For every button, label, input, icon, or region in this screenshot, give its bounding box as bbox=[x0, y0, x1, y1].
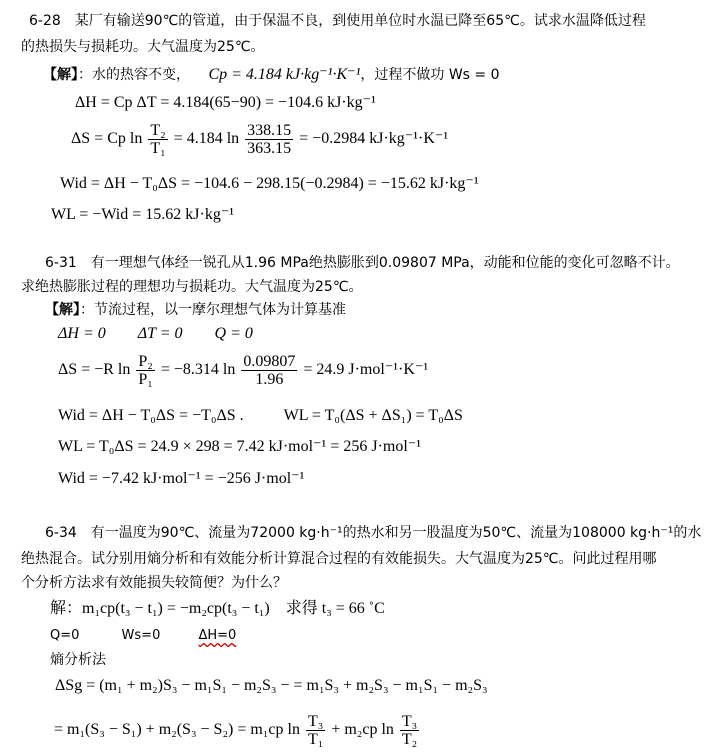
p634-entropy-method-heading: 熵分析法 bbox=[50, 652, 106, 668]
frac-numerator: P₂ bbox=[138, 352, 153, 370]
wl-definition: WL = T₀(ΔS + ΔS₁) = T₀ΔS bbox=[283, 407, 463, 424]
p631-wid-value: Wid = −7.42 kJ·mol⁻¹ = −256 J·mol⁻¹ bbox=[58, 470, 305, 487]
fraction-t3-t1 bbox=[306, 713, 325, 748]
frac-numerator: 0.09807 bbox=[243, 352, 296, 370]
dS-tail: = −0.2984 kJ·kg⁻¹·K⁻¹ bbox=[299, 130, 449, 147]
frac-denominator: 363.15 bbox=[247, 139, 292, 157]
p634-sg-equation-cont bbox=[54, 712, 421, 748]
no-work-text: ，过程不做功 Ws = 0 bbox=[360, 67, 500, 83]
p631-wl-value: WL = T₀ΔS = 24.9 × 298 = 7.42 kJ·mol⁻¹ = 256 J·mol⁻¹ bbox=[58, 438, 422, 455]
p634-mixing-balance: 解：m₁cp(t₃ − t₁) = −m₂cp(t₃ − t₁) 求得 t₃ = 66 ˚C bbox=[50, 600, 385, 617]
sg2-mid: + m₂cp ln bbox=[331, 721, 394, 738]
fraction-p2-p1 bbox=[136, 353, 154, 388]
p634-title-cont2: 个分析方法求有效能损失较简便？为什么？ bbox=[21, 575, 287, 591]
p628-dS-equation bbox=[71, 121, 448, 157]
solution-text: ：节流过程，以一摩尔理想气体为计算基准 bbox=[80, 302, 346, 318]
q-zero: Q=0 bbox=[50, 628, 80, 643]
dh-zero: ΔH=0 bbox=[198, 628, 237, 643]
p634-title-cont: 绝热混合。试分别用熵分析和有效能分析计算混合过程的有效能损失。大气温度为25℃。问此过程用哪 bbox=[21, 551, 657, 567]
dS-lead: ΔS = Cp ln bbox=[71, 130, 143, 147]
fraction-t2-t1 bbox=[148, 122, 167, 157]
wid-definition: Wid = ΔH − T₀ΔS = −T₀ΔS . bbox=[58, 407, 244, 424]
frac-denominator: P₁ bbox=[138, 370, 153, 388]
sg2-lead: = m₁(S₃ − S₁) + m₂(S₃ − S₂) = m₁cp ln bbox=[54, 721, 300, 738]
p631-title-cont: 求绝热膨胀过程的理想功与损耗功。大气温度为25℃。 bbox=[21, 279, 363, 295]
dS-lead: ΔS = −R ln bbox=[58, 361, 131, 378]
fraction-pressures bbox=[241, 353, 297, 388]
dS-mid: = 4.184 ln bbox=[173, 130, 240, 147]
frac-denominator: T₁ bbox=[307, 730, 324, 748]
p628-wl-equation: WL = −Wid = 15.62 kJ·kg⁻¹ bbox=[51, 206, 235, 223]
fraction-t3-t2 bbox=[400, 713, 419, 748]
p634-title: 6-34 有一温度为90℃、流量为72000 kg·h⁻¹的热水和另一股温度为50℃、流量为108000 kg·h⁻¹的水 bbox=[45, 525, 702, 541]
p631-ideal-work-line bbox=[58, 406, 463, 426]
cp-equation: Cp = 4.184 kJ·kg⁻¹·K⁻¹ bbox=[208, 66, 361, 83]
frac-numerator: T₃ bbox=[401, 712, 418, 730]
solution-tag: 【解】 bbox=[43, 67, 78, 83]
frac-denominator: 1.96 bbox=[255, 370, 284, 388]
p628-solution-line bbox=[43, 65, 500, 85]
p628-title: 6-28 某厂有输送90℃的管道，由于保温不良，到使用单位时水温已降至65℃。试求水温降低过程 bbox=[29, 13, 646, 29]
p631-dS-equation bbox=[58, 352, 428, 388]
dS-mid: = −8.314 ln bbox=[160, 361, 236, 378]
frac-numerator: T₃ bbox=[307, 712, 324, 730]
ws-zero: Ws=0 bbox=[121, 628, 161, 643]
p631-zero-changes: ΔH = 0 ΔT = 0 Q = 0 bbox=[58, 325, 253, 342]
p631-title: 6-31 有一理想气体经一锐孔从1.96 MPa绝热膨胀到0.09807 MPa，动能和位能的变化可忽略不计。 bbox=[45, 255, 680, 271]
p628-wid-equation: Wid = ΔH − T₀ΔS = −104.6 − 298.15(−0.2984) = −15.62 kJ·kg⁻¹ bbox=[60, 175, 479, 192]
frac-numerator: 338.15 bbox=[247, 121, 292, 139]
frac-numerator: T₂ bbox=[150, 121, 166, 139]
frac-denominator: T₁ bbox=[150, 139, 166, 157]
p628-title-cont: 的热损失与损耗功。大气温度为25℃。 bbox=[21, 39, 265, 55]
dS-tail: = 24.9 J·mol⁻¹·K⁻¹ bbox=[303, 361, 429, 378]
frac-denominator: T₂ bbox=[401, 730, 418, 748]
p631-solution-line bbox=[45, 300, 346, 320]
p628-dH-equation: ΔH = Cp ΔT = 4.184(65−90) = −104.6 kJ·kg⁻¹ bbox=[75, 94, 376, 111]
solution-tag: 【解】 bbox=[45, 302, 80, 318]
solution-text: ：水的热容不变， bbox=[78, 67, 190, 83]
p634-sg-equation: ΔSg = (m₁ + m₂)S₃ − m₁S₁ − m₂S₃ − = m₁S₃ + m₂S₃ − m₁S₁ − m₂S₃ bbox=[55, 677, 488, 694]
fraction-temps bbox=[245, 122, 293, 157]
p634-zero-changes bbox=[50, 626, 236, 646]
